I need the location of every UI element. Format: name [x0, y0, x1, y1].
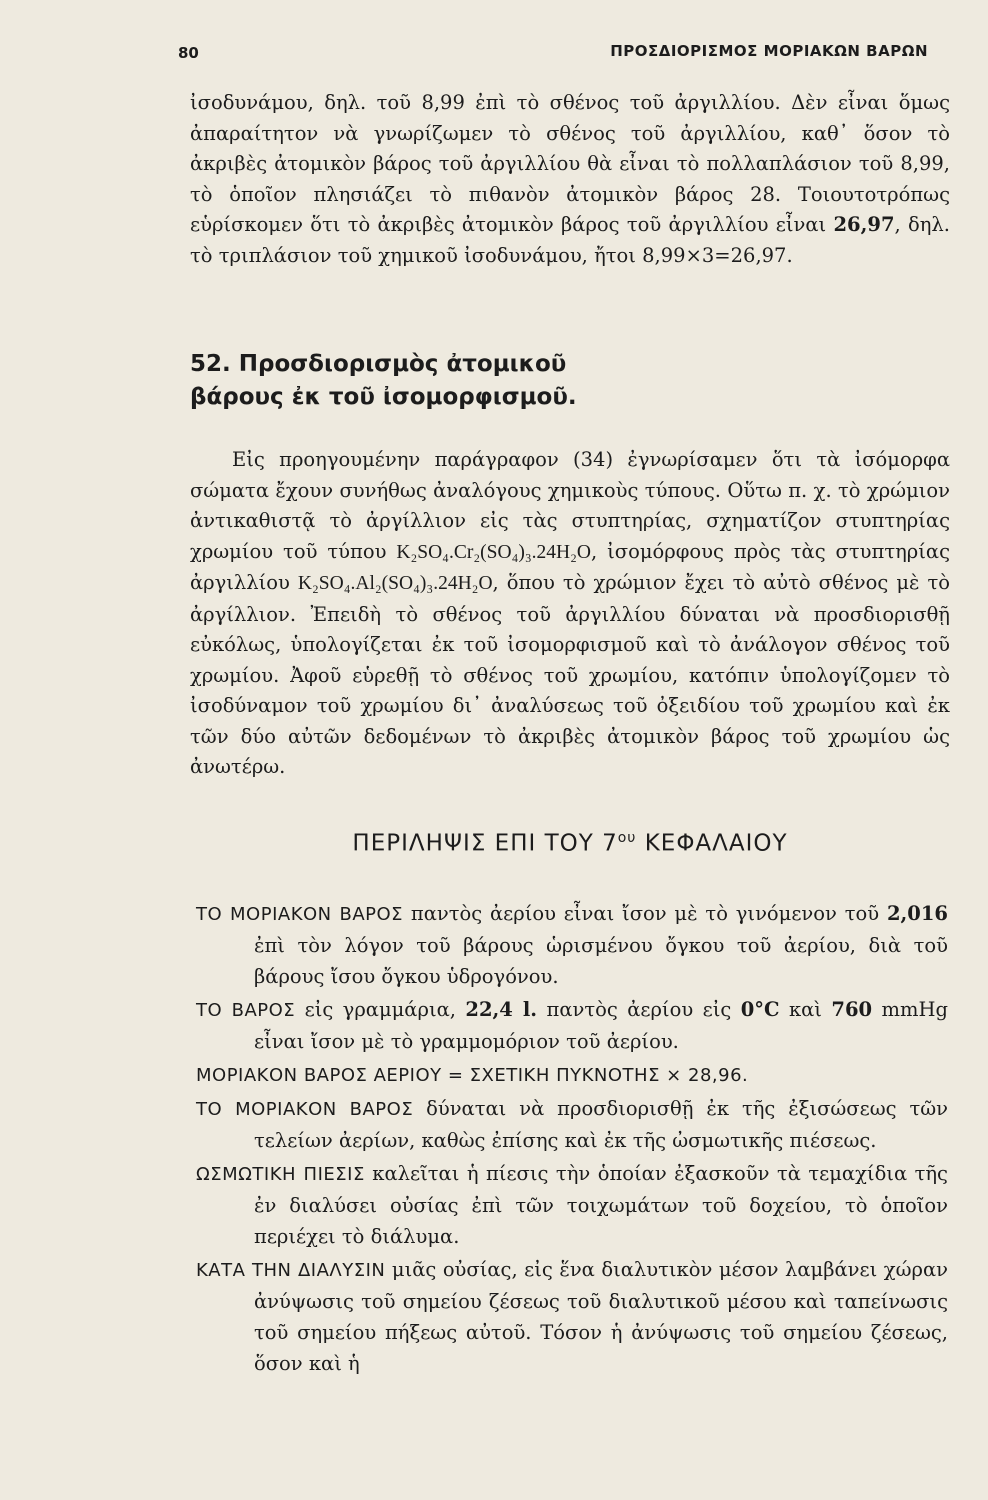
entry-lead: ΩΣΜΩΤΙΚΗ ΠΙΕΣΙΣ [196, 1164, 365, 1185]
entry-text: καλεῖται ἡ πίεσις τὴν ὁποίαν ἐξασκοῦν τὰ τεμαχίδια τῆς ἐν διαλύσει οὐσίας ἐπὶ τῶν τοιχωμάτων τοῦ δοχείου, τὸ ὁποῖον περιέχει τὸ διάλυμα. [254, 1162, 948, 1248]
summary-entry [196, 994, 948, 1057]
summary-entry [196, 1093, 948, 1156]
summary-entry [196, 1254, 948, 1379]
entry-value: 760 [831, 998, 873, 1021]
entry-text: παντὸς ἀερίου εἶναι ἴσον μὲ τὸ γινόμενον τοῦ [403, 902, 887, 925]
aluminium-alum-formula: K₂SO₄.Al₂(SO₄)₃.24H₂O [297, 573, 493, 594]
atomic-weight-value: 26,97 [833, 213, 895, 236]
entry-value: 2,016 [886, 902, 948, 925]
summary-entry [196, 898, 948, 992]
entry-value: 22,4 l. [465, 998, 538, 1021]
summary-title-sup: ου [617, 830, 637, 846]
entry-text: mmHg εἶναι ἴσον μὲ τὸ γραμμομόριον τοῦ ἀερίου. [254, 998, 948, 1053]
entry-text: ἐπὶ τὸν λόγον τοῦ βάρους ὡρισμένου ὄγκου τοῦ ἀερίου, διὰ τοῦ βάρους ἴσου ὄγκου ὑδρογόνου. [254, 934, 948, 988]
page-header [178, 38, 928, 68]
section-title [190, 348, 890, 414]
entry-value: 0°C [740, 998, 780, 1021]
chromium-alum-formula: K₂SO₄.Cr₂(SO₄)₃.24H₂O [396, 541, 592, 563]
intro-text-1: ἰσοδυνάμου, δηλ. τοῦ 8,99 ἐπὶ τὸ σθένος τοῦ ἀργιλλίου. Δὲν εἶναι ὅμως ἀπαραίτητον νὰ γνωρίζωμεν τὸ σθένος τοῦ ἀργιλλίου, καθ᾽ ὅσον τὸ ἀκριβὲς ἀτομικὸν βάρος τοῦ ἀργιλλίου θὰ εἶναι τὸ πολλαπλάσιον τοῦ 8,99, τὸ ὁποῖον πλησιάζει τὸ πιθανὸν ἀτομικὸν βάρος 28. Τοιουτοτρόπως εὑρίσκομεν ὅτι τὸ ἀκριβὲς ἀτομικὸν βάρος τοῦ ἀργιλλίου εἶναι [190, 91, 950, 236]
entry-text: μιᾶς οὐσίας, εἰς ἕνα διαλυτικὸν μέσον λαμβάνει χώραν ἀνύψωσις τοῦ σημείου ζέσεως τοῦ διαλυτικοῦ μέσου καὶ ταπείνωσις τοῦ σημείου πήξεως αὐτοῦ. Τόσον ἡ ἀνύψωσις τοῦ σημείου ζέσεως, ὅσον καὶ ἡ [254, 1258, 948, 1375]
entry-text: παντὸς ἀερίου εἰς [537, 998, 741, 1021]
entry-lead: ΜΟΡΙΑΚΟΝ ΒΑΡΟΣ ΑΕΡΙΟΥ = ΣΧΕΤΙΚΗ ΠΥΚΝΟΤΗΣ × 28,96. [196, 1065, 749, 1086]
section-title-line-2: βάρους ἐκ τοῦ ἰσομορφισμοῦ. [190, 384, 577, 410]
body-paragraph [190, 445, 950, 783]
summary-entry [196, 1059, 948, 1091]
entry-text: δύναται νὰ προσδιορισθῇ ἐκ τῆς ἐξισώσεως τῶν τελείων ἀερίων, καθὼς ἐπίσης καὶ ἐκ τῆς ὠσμωτικῆς πιέσεως. [254, 1097, 948, 1152]
entry-text: εἰς γραμμάρια, [295, 998, 466, 1021]
summary-title-main: ΠΕΡΙΛΗΨΙΣ ΕΠΙ ΤΟΥ 7 [352, 830, 618, 857]
running-head: ΠΡΟΣΔΙΟΡΙΣΜΟΣ ΜΟΡΙΑΚΩΝ ΒΑΡΩΝ [610, 42, 928, 60]
summary-title [190, 830, 950, 857]
body-text-2: , ἰσομόρφους πρὸς τὰς στυπτηρίας ἀργιλλίου [190, 539, 950, 594]
entry-lead: ΤΟ ΜΟΡΙΑΚΟΝ ΒΑΡΟΣ [196, 904, 404, 925]
page-number: 80 [178, 44, 199, 62]
entry-lead: ΤΟ ΜΟΡΙΑΚΟΝ ΒΑΡΟΣ [196, 1099, 414, 1120]
entry-text: καὶ [779, 998, 832, 1021]
entry-lead: ΚΑΤΑ ΤΗΝ ΔΙΑΛΥΣΙΝ [196, 1260, 386, 1281]
intro-paragraph [190, 88, 950, 271]
summary-title-end: ΚΕΦΑΛΑΙΟΥ [636, 830, 788, 857]
intro-text-2: , δηλ. τὸ τριπλάσιον τοῦ χημικοῦ ἰσοδυνάμου, ἤτοι 8,99×3=26,97. [190, 213, 950, 267]
section-title-line-1: 52. Προσδιορισμὸς ἀτομικοῦ [190, 351, 567, 377]
body-text-3: , ὅπου τὸ χρώμιον ἔχει τὸ αὐτὸ σθένος μὲ τὸ ἀργίλλιον. Ἐπειδὴ τὸ σθένος τοῦ ἀργιλλίου δύναται νὰ προσδιορισθῇ εὐκόλως, ὑπολογίζεται ἐκ τοῦ ἰσομορφισμοῦ καὶ τὸ ἀνάλογον σθένος τοῦ χρωμίου. Ἀφοῦ εὑρεθῇ τὸ σθένος τοῦ χρωμίου, κατόπιν ὑπολογίζομεν τὸ ἰσοδύναμον τοῦ χρωμίου δι᾽ ἀναλύσεως τοῦ ὀξειδίου τοῦ χρωμίου καὶ ἐκ τῶν δύο αὐτῶν δεδομένων τὸ ἀκριβὲς ἀτομικὸν βάρος τοῦ χρωμίου ὡς ἀνωτέρω. [190, 571, 951, 778]
summary-list [196, 898, 948, 1381]
entry-lead: ΤΟ ΒΑΡΟΣ [196, 1000, 296, 1021]
summary-entry [196, 1158, 948, 1252]
body-text-1: Εἰς προηγουμένην παράγραφον (34) ἐγνωρίσαμεν ὅτι τὰ ἰσόμορφα σώματα ἔχουν συνήθως ἀναλόγους χημικοὺς τύπους. Οὕτω π. χ. τὸ χρώμιον ἀντικαθιστᾷ τὸ ἀργίλλιον εἰς τὰς στυπτηρίας, σχηματίζον στυπτηρίας χρωμίου τοῦ τύπου [190, 448, 950, 563]
